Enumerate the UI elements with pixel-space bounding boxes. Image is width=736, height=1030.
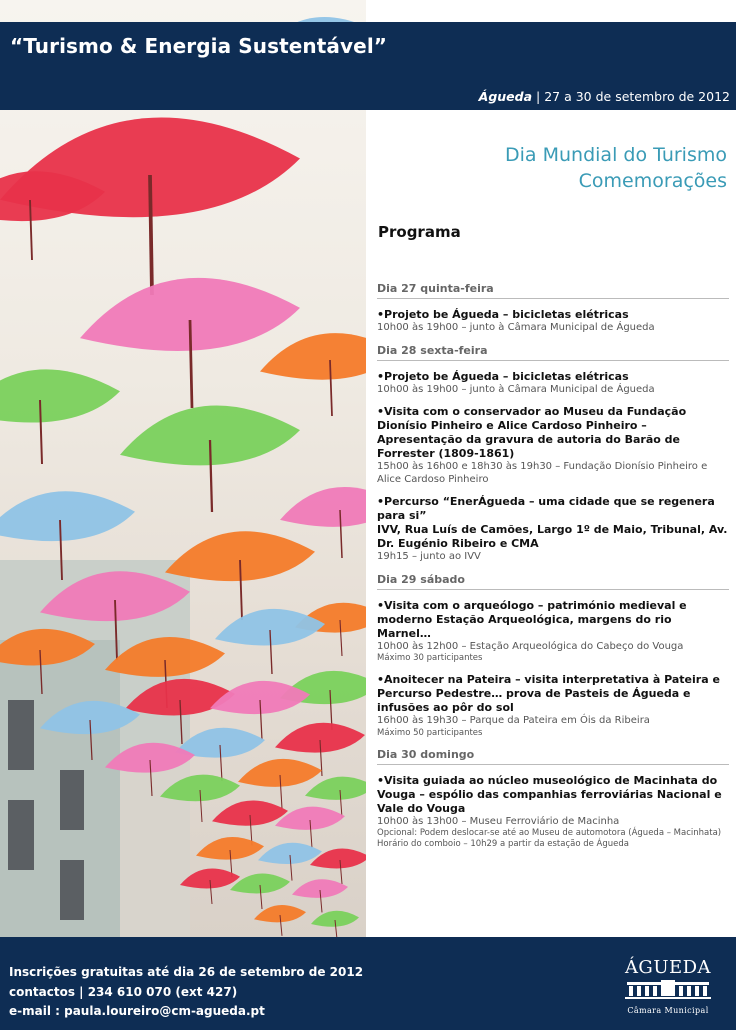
program-event — [377, 495, 729, 564]
location: Águeda — [478, 89, 533, 104]
event-time-place: 10h00 às 12h00 – Estação Arqueológica do Cabeço do Vouga — [377, 640, 684, 652]
event-title: •Anoitecer na Pateira – visita interpretativa à Pateira e Percurso Pedestre… prova de Pasteis de Águeda e infusões ao pôr do sol — [377, 673, 720, 714]
page-title: “Turismo & Energia Sustentável” — [10, 34, 388, 58]
day-heading: Dia 29 sábado — [377, 573, 729, 590]
event-time-place: 19h15 – junto ao IVV — [377, 551, 481, 562]
program-event — [377, 308, 729, 335]
program-event — [377, 405, 729, 486]
program-event — [377, 370, 729, 397]
footer-contacts — [9, 963, 363, 1022]
program-heading: Programa — [378, 223, 461, 241]
logo-name: ÁGUEDA — [624, 957, 712, 978]
event-note: Máximo 50 participantes — [377, 727, 483, 738]
event-title: •Visita com o conservador ao Museu da Fundação Dionísio Pinheiro e Alice Cardoso Pinheiro – Apresentação da gravura de autoria do Barão de Forrester (1809-1861) — [377, 405, 687, 460]
event-title-line2: Comemorações — [578, 170, 727, 192]
agueda-logo — [620, 957, 716, 1015]
contact-phone: contactos | 234 610 070 (ext 427) — [9, 984, 238, 999]
program-event — [377, 774, 729, 851]
event-title: •Projeto be Águeda – bicicletas elétricas — [377, 308, 629, 321]
day-heading: Dia 28 sexta-feira — [377, 344, 729, 361]
event-title: •Projeto be Águeda – bicicletas elétricas — [377, 369, 629, 383]
event-time-place: 15h00 às 16h00 e 18h30 às 19h30 – Fundação Dionísio Pinheiro e Alice Cardoso Pinheiro — [377, 461, 708, 485]
event-title-line1: Dia Mundial do Turismo — [505, 144, 727, 166]
event-note: Máximo 30 participantes — [377, 653, 483, 663]
event-title: •Percurso “EnerÁgueda – uma cidade que se regenera para si” — [377, 495, 715, 522]
city-hall-icon — [623, 978, 713, 1000]
footer — [0, 937, 736, 1030]
event-route: IVV, Rua Luís de Camões, Largo 1º de Maio, Tribunal, Av. Dr. Eugénio Ribeiro e CMA — [377, 523, 728, 550]
event-dates: | 27 a 30 de setembro de 2012 — [532, 89, 730, 104]
umbrella-photo — [0, 0, 366, 937]
logo-subtitle: Câmara Municipal — [627, 1006, 709, 1015]
event-time-place: 16h00 às 19h30 – Parque da Pateira em Óis da Ribeira — [377, 715, 650, 726]
event-title — [505, 142, 727, 194]
event-time-place: 10h00 às 19h00 – junto à Câmara Municipal de Águeda — [377, 383, 655, 395]
umbrella-illustration — [0, 0, 366, 937]
contact-email: e-mail : paula.loureiro@cm-agueda.pt — [9, 1004, 265, 1018]
header-subtitle — [479, 89, 730, 104]
program-list — [377, 282, 729, 859]
day-heading: Dia 27 quinta-feira — [377, 282, 729, 299]
event-note: Opcional: Podem deslocar-se até ao Museu de automotora (Águeda – Macinhata) — [377, 828, 722, 838]
registration-note: Inscrições gratuitas até dia 26 de setembro de 2012 — [9, 965, 364, 979]
event-title: •Visita com o arqueólogo – património medieval e moderno Estação Arqueológica, margens do rio Marnel… — [377, 598, 687, 640]
event-note: Horário do comboio – 10h29 a partir da estação de Águeda — [377, 839, 629, 849]
program-event — [377, 673, 729, 739]
event-time-place: 10h00 às 13h00 – Museu Ferroviário de Macinha — [377, 815, 620, 827]
program-event — [377, 599, 729, 665]
event-time-place: 10h00 às 19h00 – junto à Câmara Municipal de Águeda — [377, 322, 655, 333]
event-title: •Visita guiada ao núcleo museológico de Macinhata do Vouga – espólio das companhias ferroviárias Nacional e Vale do Vouga — [377, 773, 722, 815]
day-heading: Dia 30 domingo — [377, 748, 729, 765]
